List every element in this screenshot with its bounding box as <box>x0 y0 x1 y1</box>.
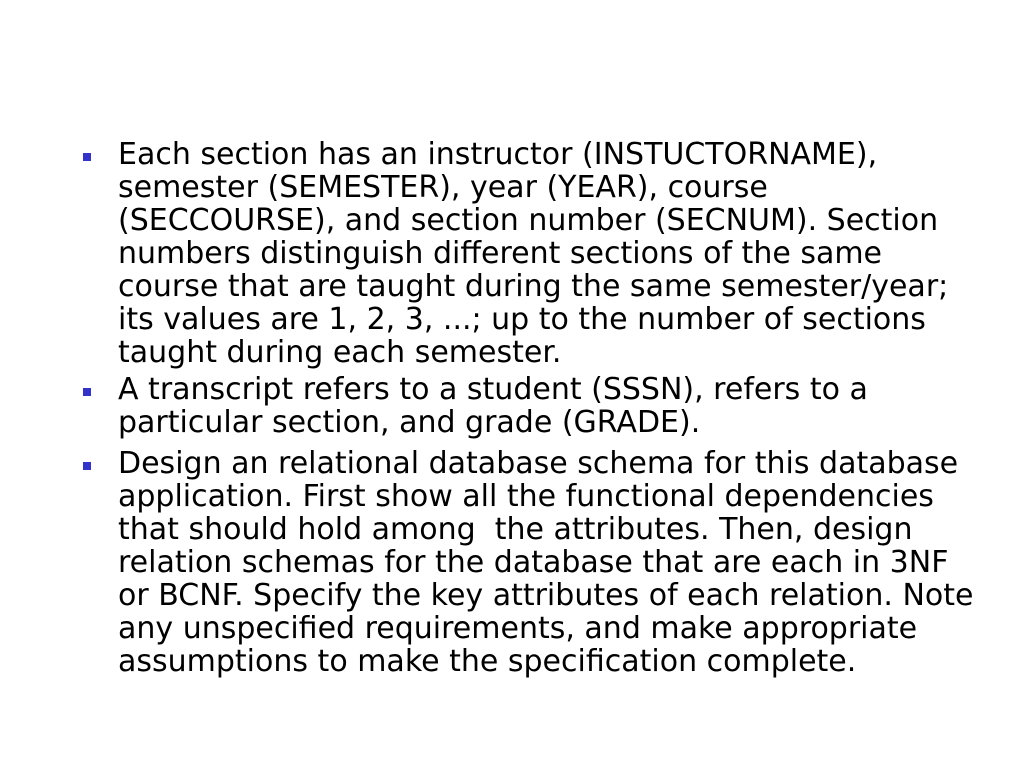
bullet-line: or BCNF. Specify the key attributes of each relation. Note <box>118 578 974 613</box>
bullet-line: Each section has an instructor (INSTUCTORNAME), <box>118 137 878 172</box>
bullet-line: taught during each semester. <box>118 335 562 370</box>
bullet-line: particular section, and grade (GRADE). <box>118 405 701 440</box>
bullet-line: semester (SEMESTER), year (YEAR), course <box>118 170 768 205</box>
bullet-line: (SECCOURSE), and section number (SECNUM). Section <box>118 203 939 238</box>
bullet-item-design-task <box>0 447 1024 678</box>
bullet-line: that should hold among the attributes. Then, design <box>118 512 913 547</box>
bullet-line: Design an relational database schema for this database <box>118 446 959 481</box>
bullet-list <box>0 138 1024 678</box>
bullet-line: assumptions to make the specification complete. <box>118 644 857 679</box>
bullet-marker-icon <box>83 462 91 470</box>
bullet-item-transcript <box>0 373 1024 439</box>
bullet-line: A transcript refers to a student (SSSN), refers to a <box>118 372 868 407</box>
bullet-item-section <box>0 138 1024 369</box>
bullet-line: relation schemas for the database that are each in 3NF <box>118 545 949 580</box>
bullet-line: any unspecified requirements, and make appropriate <box>118 611 918 646</box>
bullet-line: application. First show all the functional dependencies <box>118 479 934 514</box>
bullet-line: numbers distinguish different sections of the same <box>118 236 883 271</box>
bullet-marker-icon <box>83 153 91 161</box>
bullet-line: course that are taught during the same semester/year; <box>118 269 949 304</box>
bullet-marker-icon <box>83 388 91 396</box>
bullet-line: its values are 1, 2, 3, ...; up to the number of sections <box>118 302 926 337</box>
